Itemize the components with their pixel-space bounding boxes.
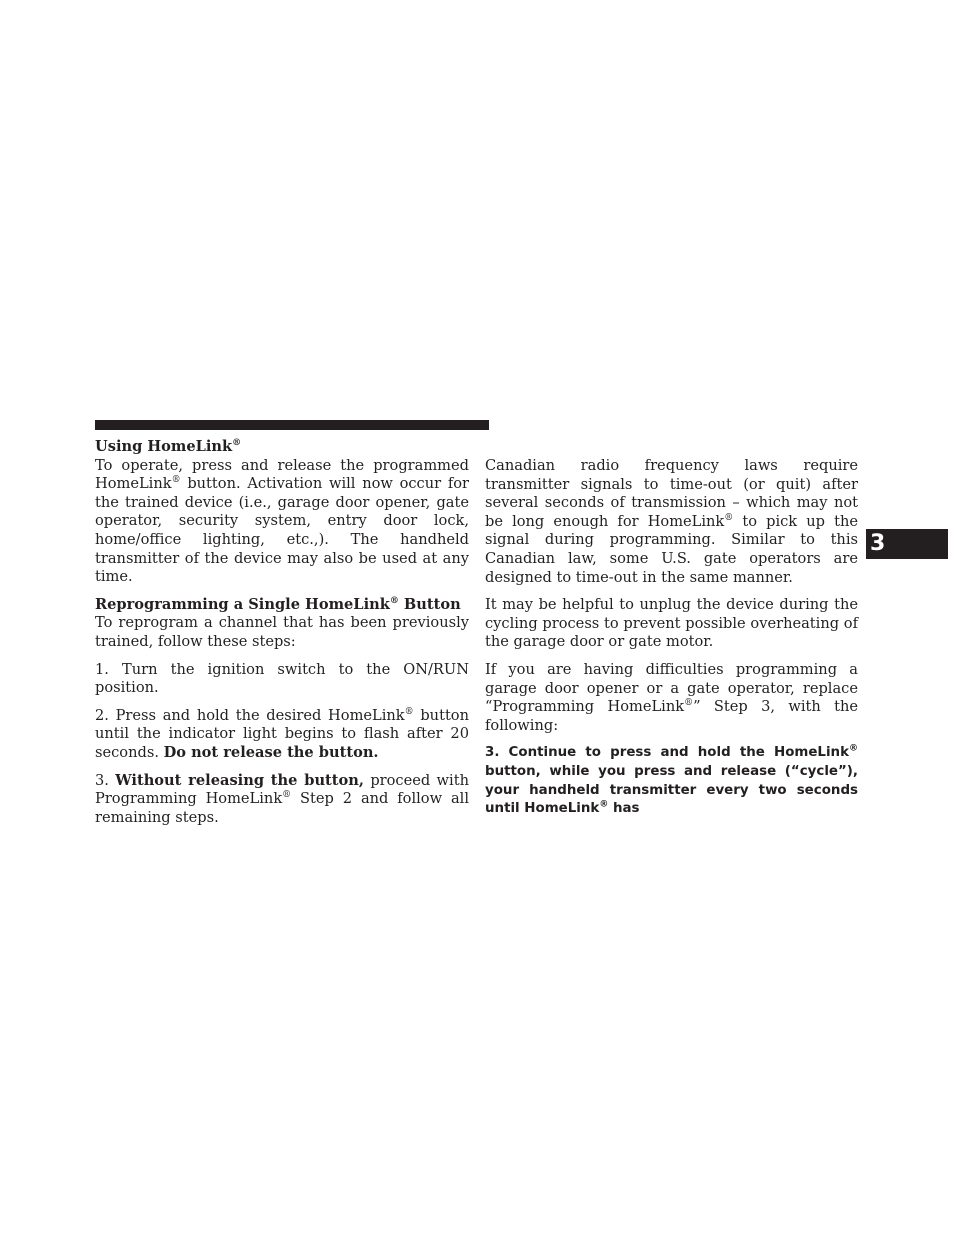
heading-text: Reprogramming a Single HomeLink [95,595,390,613]
paragraph-difficulties [485,661,858,735]
text: button until the indicator light begins to flash after 20 seconds. [95,706,469,761]
step-3 [95,772,469,828]
bold-text: Without releasing the button, [115,771,364,789]
text: button, while you press and release (“cycle”), your handheld transmitter every two seconds until HomeLink [485,763,858,817]
heading-using-homelink [95,438,469,457]
right-column [485,457,858,828]
chapter-number: 3 [870,531,886,556]
heading-text: Button [398,595,461,613]
step-1: 1. Turn the ignition switch to the ON/RUN position. [95,660,469,697]
heading-text: Using HomeLink [95,438,233,455]
registered-mark: ® [232,438,242,449]
text: If you are having difficulties programming a garage door opener or a gate operator, replace “Programming HomeLink [485,660,858,716]
registered-mark: ® [404,706,414,717]
text: proceed with Programming HomeLink [95,771,469,808]
text: To operate, press and release the programmed HomeLink [95,456,469,493]
registered-mark: ® [389,595,399,606]
left-column [95,438,469,836]
paragraph-reprogram-intro: To reprogram a channel that has been previously trained, follow these steps: [95,614,469,650]
section-rule [95,420,489,430]
paragraph-unplug: It may be helpful to unplug the device during the cycling process to prevent possible overheating of the garage door or gate motor. [485,596,858,651]
registered-mark: ® [724,512,734,523]
heading-reprogramming [95,596,469,615]
bold-text: Do not release the button. [163,743,379,761]
text: ” Step 3, with the following: [485,698,858,734]
text: 3. [95,771,116,789]
chapter-tab [866,529,948,559]
registered-mark: ® [849,743,858,754]
registered-mark: ® [282,790,292,801]
registered-mark: ® [599,799,609,810]
text: 2. Press and hold the desired HomeLink [95,706,405,724]
registered-mark: ® [684,698,694,709]
text: Step 2 and follow all remaining steps. [95,790,469,826]
paragraph-canadian-law [485,457,858,587]
paragraph-step-3-replacement [485,744,858,818]
text: to pick up the signal during programming. Similar to this Canadian law, some U.S. gate operators are designed to time-out in the same manner. [485,512,858,586]
text: button. Activation will now occur for the trained device (i.e., garage door opener, gate operator, security system, entry door lock, home/office lighting, etc.,). The handheld transmitter of the device may also be used at any time. [95,475,469,586]
step-2 [95,707,469,763]
text: has [608,801,640,817]
text: Canadian radio frequency laws require transmitter signals to time-out (or quit) after several seconds of transmission – which may not be long enough for HomeLink [485,457,858,530]
paragraph-operate [95,457,469,587]
text: 3. Continue to press and hold the HomeLink [485,745,849,761]
registered-mark: ® [171,475,181,486]
